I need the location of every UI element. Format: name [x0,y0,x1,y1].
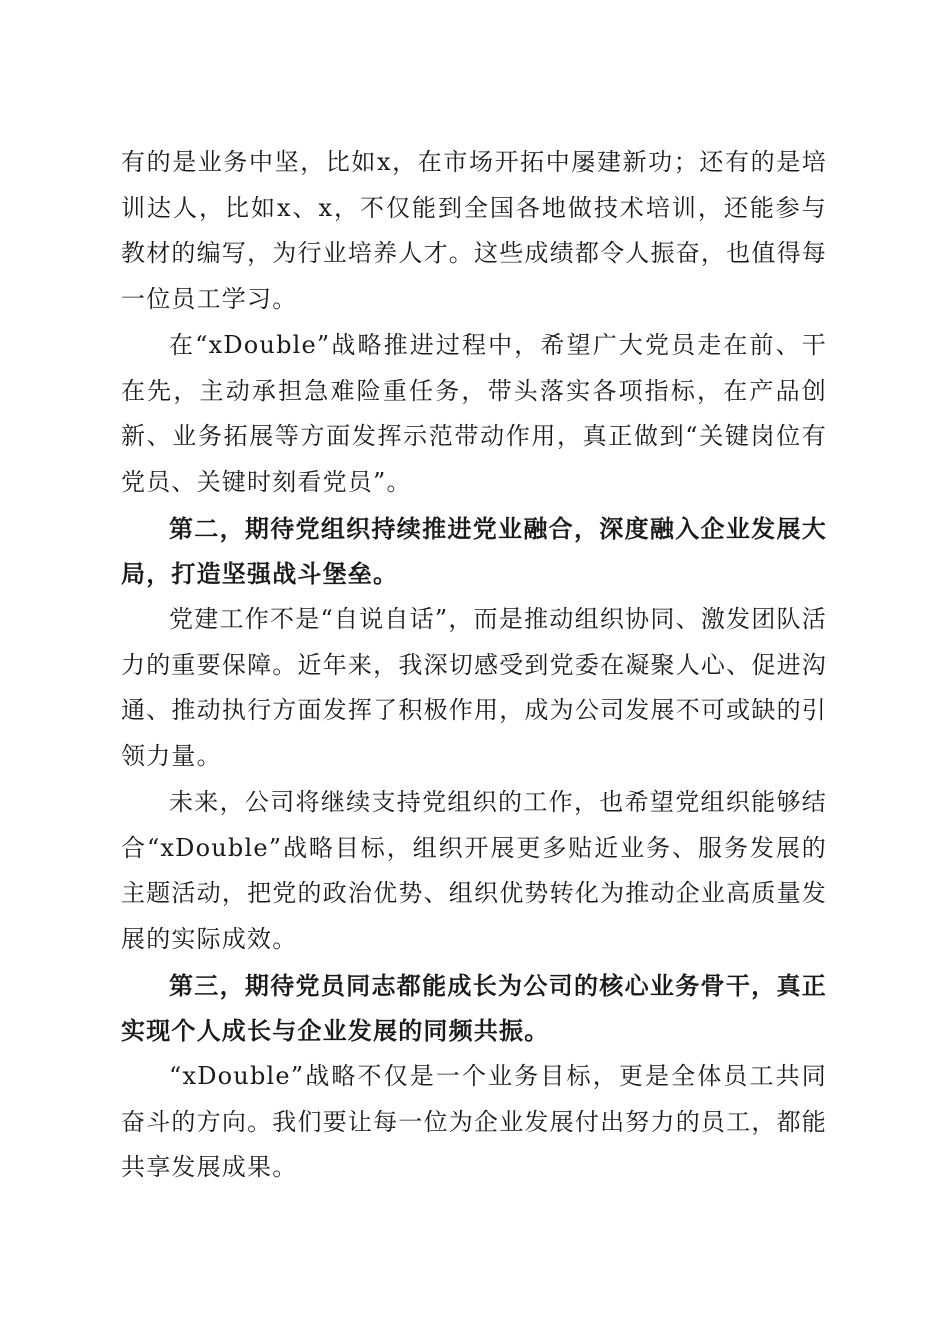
heading-third-point: 第三，期待党员同志都能成长为公司的核心业务骨干，真正实现个人成长与企业发展的同频共振。 [121,970,827,1046]
heading-second-point: 第二，期待党组织持续推进党业融合，深度融入企业发展大局，打造坚强战斗堡垒。 [121,513,827,589]
paragraph-continued: 有的是业务中坚，比如x，在市场开拓中屡建新功；还有的是培训达人，比如x、x，不仅能到全国各地做技术培训，还能参与教材的编写，为行业培养人才。这些成绩都令人振奋，也值得每一位员工学习。 [121,148,827,314]
paragraph-future-support: 未来，公司将继续支持党组织的工作，也希望党组织能够结合“xDouble”战略目标，组织开展更多贴近业务、服务发展的主题活动，把党的政治优势、组织优势转化为推动企业高质量发展的实际成效。 [121,787,827,953]
document-body [121,140,827,1191]
paragraph-shared-results: “xDouble”战略不仅是一个业务目标，更是全体员工共同奋斗的方向。我们要让每一位为企业发展付出努力的员工，都能共享发展成果。 [121,1062,827,1182]
paragraph-party-building: 党建工作不是“自说自话”，而是推动组织协同、激发团队活力的重要保障。近年来，我深切感受到党委在凝聚人心、促进沟通、推动执行方面发挥了积极作用，成为公司发展不可或缺的引领力量。 [121,605,827,771]
paragraph-party-members-lead: 在“xDouble”战略推进过程中，希望广大党员走在前、干在先，主动承担急难险重任务，带头落实各项指标，在产品创新、业务拓展等方面发挥示范带动作用，真正做到“关键岗位有党员、关键时刻看党员”。 [121,330,827,496]
